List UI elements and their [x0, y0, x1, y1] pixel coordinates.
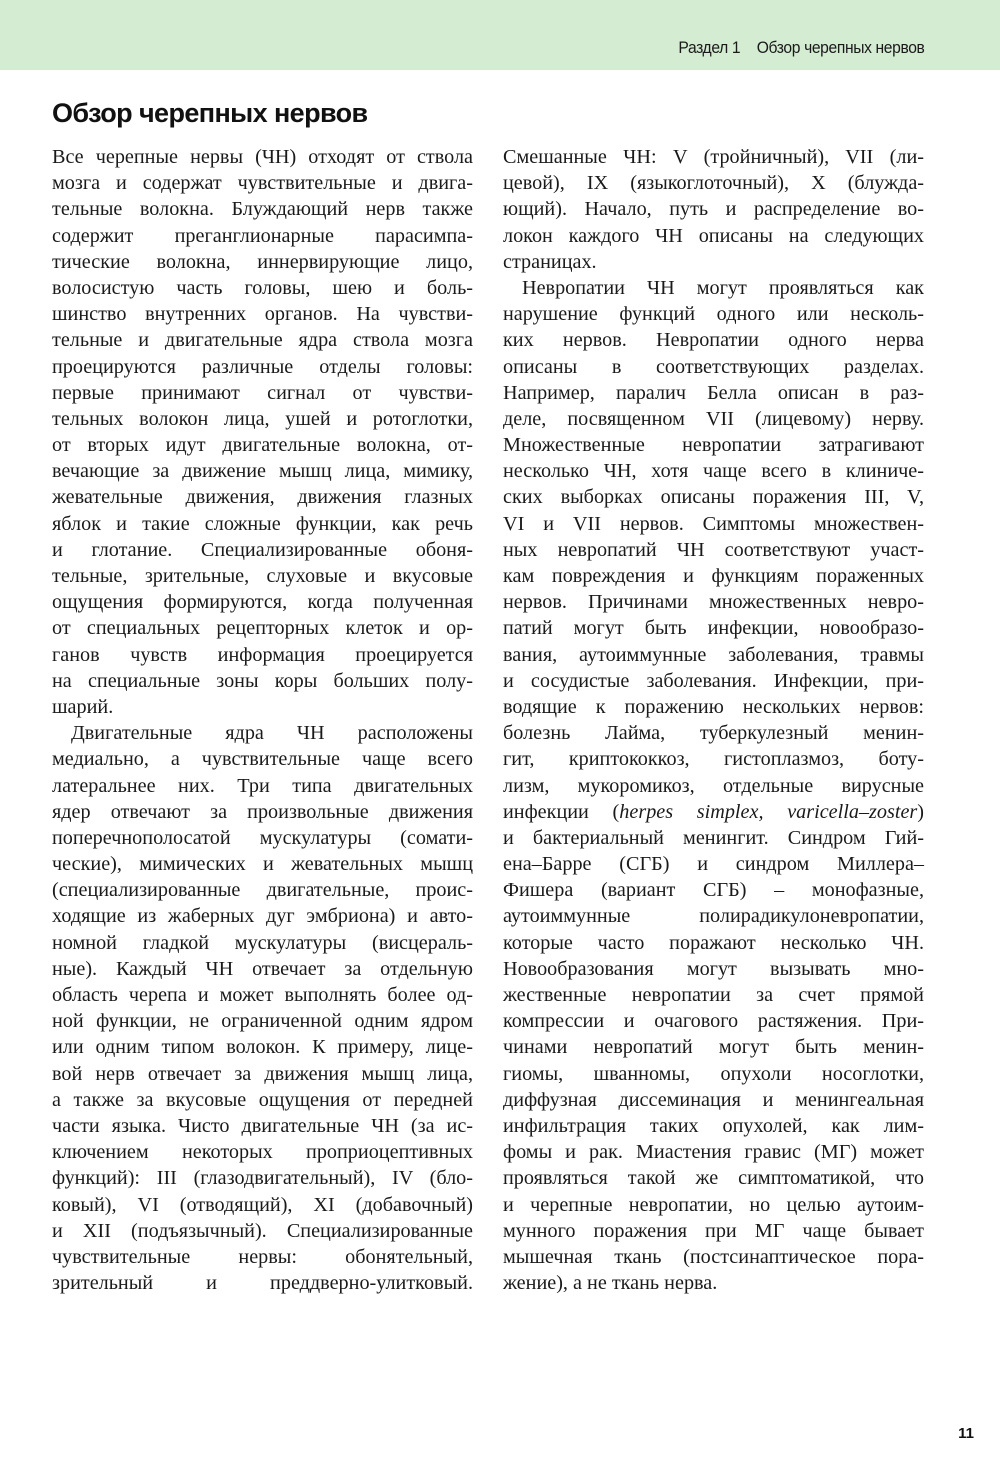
text-line: диффузная диссеминация и менингеальная — [503, 1088, 924, 1111]
text-line: и черепные невропатии, но целью аутоим- — [503, 1193, 924, 1216]
page-title: Обзор черепных нервов — [52, 98, 368, 128]
text-line: ных невропатий ЧН соответствуют участ- — [503, 538, 924, 561]
text-fragment: инфекции ( — [503, 800, 620, 823]
text-line: проявляться такой же симптоматикой, что — [503, 1167, 924, 1190]
section-label: Раздел 1 — [677, 38, 740, 57]
text-line: функций): III (глазодвигательный), IV (бло- — [52, 1167, 473, 1190]
text-line: от специальных рецепторных клеток и ор- — [52, 617, 473, 640]
text-line: и XII (подъязычный). Специализированные — [52, 1219, 473, 1242]
text-line: части языка. Чисто двигательные ЧН (за ис- — [52, 1114, 473, 1137]
text-line: шарий. — [52, 695, 114, 718]
text-line: ских выборках описаны поражения III, V, — [503, 486, 924, 509]
text-line: фомы и рак. Миастения гравис (МГ) может — [503, 1141, 924, 1164]
text-line-with-italic — [503, 799, 924, 825]
text-line: тельных волокон лица, ушей и ротоглотки, — [52, 407, 473, 430]
text-line: от вторых идут двигательные волокна, от- — [52, 434, 473, 457]
text-line: ключением некоторых проприоцептивных — [52, 1141, 473, 1164]
text-line: область черепа и может выполнять более од- — [52, 984, 473, 1006]
text-line: ющий). Начало, путь и распределение во- — [503, 198, 924, 221]
text-line: вания, аутоиммунные заболевания, травмы — [503, 643, 924, 666]
text-line: Фишера (вариант СГБ) – монофазные, — [503, 879, 924, 902]
text-line: жение), а не ткань нерва. — [503, 1272, 718, 1295]
text-line: инфильтрация таких опухолей, как лим- — [503, 1114, 924, 1137]
text-line: жевательные движения, движения глазных — [52, 486, 473, 509]
text-line: которые часто поражают несколько ЧН. — [503, 931, 924, 954]
header-band — [0, 0, 1000, 70]
left-column — [52, 144, 473, 1296]
text-line: аутоиммунные полирадикулоневропатии, — [503, 905, 924, 928]
text-line: локон каждого ЧН описаны на следующих — [503, 224, 924, 247]
text-line: первые принимают сигнал от чувстви- — [52, 381, 473, 404]
text-line: медиально, а чувствительные чаще всего — [52, 748, 473, 771]
right-column — [503, 144, 924, 1296]
text-line: тические волокна, иннервирующие лицо, — [52, 250, 473, 273]
text-line: описаны в соответствующих разделах. — [503, 355, 924, 378]
text-line: цевой), IX (языкоглоточный), X (блужда- — [503, 172, 924, 195]
text-line: несколько ЧН, хотя чаще всего в клиниче- — [503, 460, 924, 483]
text-line: тельные, зрительные, слуховые и вкусовые — [52, 565, 473, 587]
text-line: болезнь Лайма, туберкулезный менин- — [503, 722, 924, 745]
text-line: патий могут быть инфекции, новообразо- — [503, 617, 924, 640]
italic-latin-term: herpes simplex, varicella–zoster — [619, 800, 918, 823]
text-line: яблок и такие сложные функции, как речь — [52, 512, 473, 535]
text-line: лизм, мукоромикоз, отдельные вирусные — [503, 774, 924, 797]
text-line: ковый), VI (отводящий), XI (добавочный) — [52, 1193, 473, 1216]
text-line: ощущения формируются, когда полученная — [52, 591, 473, 614]
text-line: вой нерв отвечает за движения мышц лица, — [52, 1062, 473, 1085]
text-line: проецируются различные отделы головы: — [52, 355, 473, 378]
running-head — [678, 38, 924, 58]
text-line: мунного поражения при МГ чаще бывает — [503, 1219, 924, 1242]
text-line: ческие), мимических и жевательных мышц — [52, 853, 473, 876]
text-line: деле, посвященном VII (лицевому) нерву. — [503, 407, 924, 430]
text-line: нарушение функций одного или несколь- — [503, 303, 924, 326]
text-line: нервов. Причинами множественных невро- — [503, 591, 924, 614]
text-line: страницах. — [503, 250, 597, 273]
text-line: ной функции, не ограниченной одним ядром — [52, 1010, 473, 1033]
text-fragment: ) — [917, 800, 924, 823]
text-line: вечающие за движение мышц лица, мимику, — [52, 460, 473, 483]
paragraph-start-line: Невропатии ЧН могут проявляться как — [522, 276, 924, 299]
text-line: Новообразования могут вызывать мно- — [503, 957, 924, 980]
text-line: жественные невропатии за счет прямой — [503, 984, 924, 1006]
text-line: на специальные зоны коры больших полу- — [52, 669, 473, 692]
text-line: номной гладкой мускулатуры (висцераль- — [52, 931, 473, 954]
text-line: тельные и двигательные ядра ствола мозга — [52, 329, 473, 352]
text-line: чинами невропатий могут быть менин- — [503, 1036, 924, 1059]
text-line: ких нервов. Невропатии одного нерва — [503, 329, 924, 352]
text-line: (специализированные двигательные, проис- — [52, 879, 473, 902]
text-line: ядер отвечают за произвольные движения — [52, 800, 473, 823]
text-line: а также за вкусовые ощущения от передней — [52, 1088, 473, 1111]
paragraph-start-line: Двигательные ядра ЧН расположены — [71, 722, 473, 745]
text-line: ные). Каждый ЧН отвечает за отдельную — [52, 957, 473, 980]
text-line: поперечнополосатой мускулатуры (сомати- — [52, 826, 473, 849]
text-line: латеральнее них. Три типа двигательных — [52, 774, 473, 797]
text-line: мозга и содержат чувствительные и двига- — [52, 172, 473, 195]
text-line: содержит преганглионарные парасимпа- — [52, 224, 473, 247]
text-line: и глотание. Специализированные обоня- — [52, 538, 473, 561]
text-line: тельные волокна. Блуждающий нерв также — [52, 198, 473, 221]
text-line: гиомы, шванномы, опухоли носоглотки, — [503, 1062, 924, 1085]
text-line: шинство внутренних органов. На чувстви- — [52, 303, 473, 326]
text-line: мышечная ткань (постсинаптическое пора- — [503, 1245, 924, 1268]
text-line: зрительный и преддверно-улитковый. — [52, 1272, 473, 1295]
page-number: 11 — [958, 1425, 974, 1442]
text-line: Смешанные ЧН: V (тройничный), VII (ли- — [503, 146, 924, 168]
text-line: Множественные невропатии затрагивают — [503, 434, 924, 457]
section-title: Обзор черепных нервов — [756, 38, 924, 57]
text-line: компрессии и очагового растяжения. При- — [503, 1010, 924, 1033]
text-line: VI и VII нервов. Симптомы множествен- — [503, 512, 924, 535]
text-line: ена–Барре (СГБ) и синдром Миллера– — [503, 853, 924, 876]
text-line: Все черепные нервы (ЧН) отходят от ствола — [52, 146, 473, 168]
text-line: кам повреждения и функциям пораженных — [503, 565, 924, 587]
text-line: или одним типом волокон. К примеру, лице- — [52, 1036, 473, 1059]
text-line: ганов чувств информация проецируется — [52, 643, 473, 666]
text-line: чувствительные нервы: обонятельный, — [52, 1245, 473, 1268]
text-line: и сосудистые заболевания. Инфекции, при- — [503, 669, 924, 692]
text-line: ходящие из жаберных дуг эмбриона) и авто- — [52, 905, 473, 928]
text-line: водящие к поражению нескольких нервов: — [503, 695, 924, 718]
text-line: гит, криптококкоз, гистоплазмоз, боту- — [503, 748, 924, 771]
text-line: Например, паралич Белла описан в раз- — [503, 381, 924, 404]
text-line: и бактериальный менингит. Синдром Гий- — [503, 826, 924, 849]
text-line: волосистую часть головы, шею и боль- — [52, 276, 473, 299]
